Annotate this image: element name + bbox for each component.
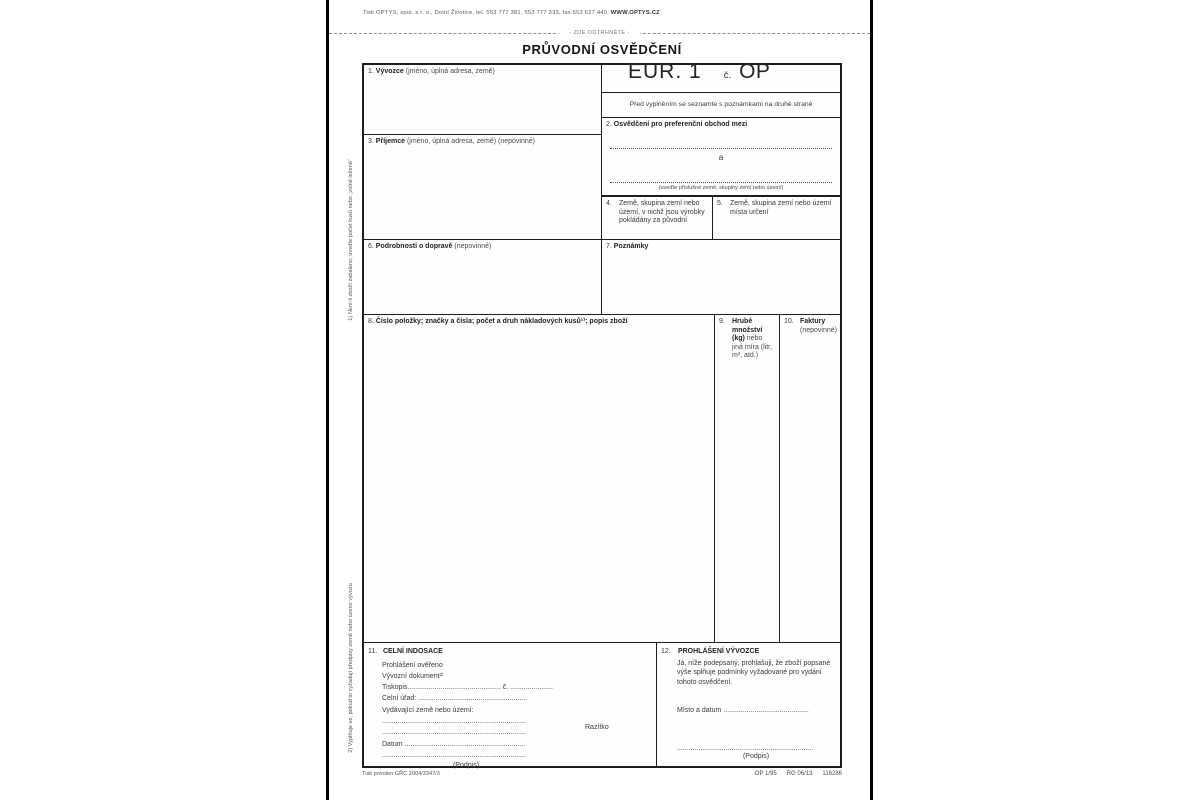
fill-instruction-strip <box>602 93 840 118</box>
certificate-series: OP <box>739 60 771 83</box>
remarks-box-number: 7. <box>606 243 612 250</box>
goods-description-box <box>364 315 715 643</box>
form-code-line <box>612 771 842 777</box>
customs-endorsement-number: 11. <box>368 648 378 655</box>
printer-info-text: Tisk OPTYS, spol. s r. o., Dolní Životice, tel. 553 777 381, 553 777 333, fax 553 627 440, <box>363 10 611 16</box>
country-fill-line-1 <box>610 148 832 149</box>
origin-country-text: Země, skupina zemí nebo území, v nichž jsou výrobky pokládány za původní <box>619 200 705 225</box>
consignee-box-hint: (jméno, úplná adresa, země) (nepovinné) <box>406 138 535 145</box>
exporter-box-number: 1. <box>368 68 374 75</box>
transport-details-box <box>364 240 602 315</box>
certificate-code-box <box>602 60 840 93</box>
consignee-box-label: Příjemce <box>375 138 405 145</box>
certificate-number-label: č. <box>723 70 732 81</box>
endorsement-fill-line-2: .......................................................................... <box>382 729 526 737</box>
print-approval-note: Tisk povolen GŘC 2004/3347/3 <box>362 771 440 777</box>
exporter-box-hint: (jméno, úplná adresa, země) <box>405 68 495 75</box>
preferential-trade-caption: (uveďte příslušné země, skupiny zemí nebo území) <box>658 185 784 191</box>
footnote-1: 1) Není-li zboží zabaleno, uveďte počet kusů nebo „volně ložené“ <box>348 159 354 321</box>
exporter-box <box>364 65 602 135</box>
printer-info-line <box>363 10 660 16</box>
transport-details-number: 6. <box>368 243 374 250</box>
goods-description-label: Číslo položky; značky a čísla; počet a druh nákladových kusů¹⁾; popis zboží <box>375 318 628 325</box>
preferential-trade-number: 2. <box>606 121 612 128</box>
declaration-place-date-line: Místo a datum ............................................ <box>677 707 809 714</box>
origin-country-box <box>602 197 713 240</box>
origin-country-number: 4. <box>606 200 612 207</box>
country-fill-line-2 <box>610 182 832 183</box>
preferential-trade-label: Osvědčení pro preferenční obchod mezi <box>613 121 748 128</box>
goods-description-number: 8. <box>368 318 374 325</box>
remarks-box-label: Poznámky <box>613 243 649 250</box>
fill-instruction-text: Před vyplněním se seznamte s poznámkami na druhé straně <box>629 100 813 108</box>
scan-edge-left <box>326 0 329 800</box>
transport-details-label: Podrobnosti o dopravě <box>375 243 453 250</box>
invoices-number: 10. <box>784 318 794 325</box>
endorsement-fill-line-1: .......................................................................... <box>382 718 526 726</box>
exporter-box-label: Vývozce <box>375 68 404 75</box>
endorsement-line-form-number: Tiskopis................................................ č. ...................... <box>382 684 553 692</box>
stamp-label: Razítko <box>585 724 609 731</box>
tear-off-label: - ZDE ODTRHNĚTE - <box>329 30 870 36</box>
form-code: OP 1/95 <box>754 771 777 777</box>
footnote-2: 2) Vyplňuje se, pokud to vyžadují předpisy země nebo území vývozu <box>348 583 354 753</box>
endorsement-signature-label: (Podpis) <box>452 762 480 770</box>
printer-website: WWW.OPTYS.CZ <box>610 10 660 16</box>
consignee-box <box>364 135 602 240</box>
endorsement-line-verified: Prohlášení ověřeno <box>382 661 443 669</box>
scan-edge-right <box>870 0 873 800</box>
invoices-box <box>780 315 840 643</box>
endorsement-line-issuing-country: Vydávající země nebo území: <box>382 706 474 714</box>
certificate-code: EUR. 1 <box>628 60 702 83</box>
transport-details-hint: (nepovinné) <box>454 243 492 250</box>
endorsement-line-customs-office: Celní úřad: ........................................................ <box>382 695 528 703</box>
gross-mass-hint: nebo jiná míra (litr, m³, atd.) <box>732 335 773 360</box>
gross-mass-number: 9. <box>719 318 725 325</box>
gross-mass-box <box>715 315 780 643</box>
exporter-declaration-text: Já, níže podepsaný, prohlašuji, že zboží popsané výše splňuje podmínky vyžadované pro vydání tohoto osvědčení. <box>677 659 831 687</box>
endorsement-line-date: Datum .............................................................. <box>382 740 526 748</box>
remarks-box <box>602 240 840 315</box>
endorsement-fill-line-3: .......................................................................... <box>382 751 526 759</box>
preferential-trade-box <box>602 118 840 197</box>
customs-endorsement-label: CELNÍ INDOSACE <box>382 648 443 655</box>
destination-country-number: 5. <box>717 200 723 207</box>
declaration-signature-fill-line: ...................................................................... <box>677 745 814 752</box>
destination-country-box <box>713 197 840 240</box>
form-revision: RG 06/13 <box>786 771 813 777</box>
declaration-signature-label: (Podpis) <box>742 753 770 760</box>
exporter-declaration-label: PROHLÁŠENÍ VÝVOZCE <box>677 648 760 655</box>
gross-mass-label: Hrubé množství (kg) <box>732 318 763 343</box>
invoices-hint: (nepovinné) <box>800 326 837 334</box>
customs-endorsement-box <box>364 643 657 770</box>
between-conjunction: a <box>718 153 724 162</box>
endorsement-line-export-document: Vývozní dokument²⁾ <box>382 672 444 680</box>
consignee-box-number: 3. <box>368 138 374 145</box>
form-serial: 116286 <box>822 771 842 777</box>
invoices-label: Faktury <box>800 318 826 325</box>
destination-country-text: Země, skupina zemí nebo území místa určení <box>730 200 832 216</box>
exporter-declaration-number: 12. <box>661 648 671 655</box>
page-title: PRŮVODNÍ OSVĚDČENÍ <box>522 42 682 57</box>
certificate-form <box>362 60 842 770</box>
certificate-code-row <box>602 60 840 83</box>
exporter-declaration-box <box>657 643 840 766</box>
